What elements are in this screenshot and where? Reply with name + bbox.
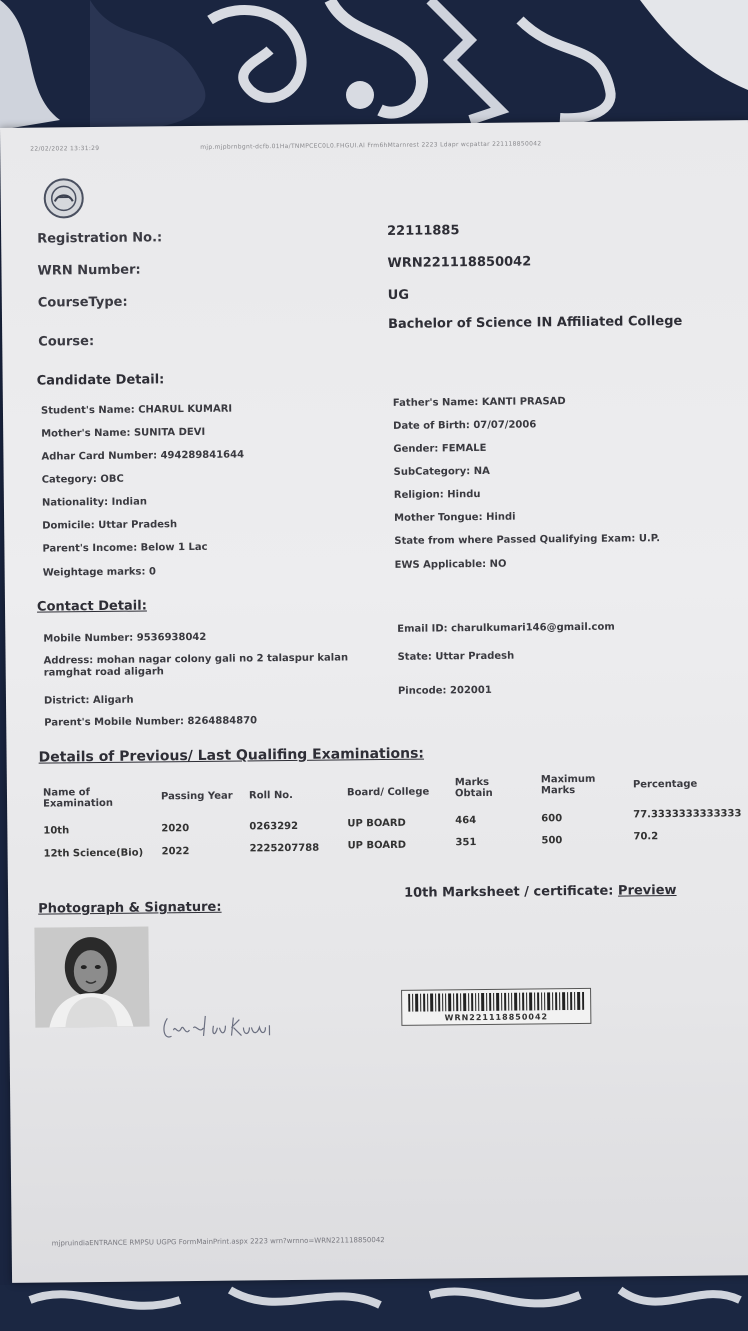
row2-exam-name: 12th Science(Bio) [43,847,144,860]
row1-marks-obtain: 464 [455,815,477,827]
printed-url-header: mjp.mjpbrnbgnt-dcfb.01Ha/TNMPCEC0L0.FHGUI.Al Frm6hMtarnrest 2223 Ldapr wcpattar 221118850042 [200,140,542,151]
row1-max-marks: 600 [541,813,563,825]
candidate-photo [34,926,149,1027]
candidate-detail-heading: Candidate Detail: [36,372,165,389]
candidate-photo-image [34,926,149,1027]
subcategory: SubCategory: NA [393,465,490,478]
row2-max-marks: 500 [541,835,563,847]
course-type-label: CourseType: [37,294,128,311]
row2-passing-year: 2022 [161,846,190,858]
printed-date-header: 22/02/2022 13:31:29 [30,144,100,153]
row1-exam-name: 10th [43,825,70,837]
col-header-percentage: Percentage [632,778,698,791]
gender: Gender: FEMALE [393,442,487,455]
parents-mobile-number: Parent's Mobile Number: 8264884870 [44,715,258,729]
course-value: Bachelor of Science IN Affiliated College [387,313,683,332]
parents-income: Parent's Income: Below 1 Lac [42,541,208,555]
nationality: Nationality: Indian [41,496,147,509]
university-emblem-icon [43,177,85,219]
row2-board: UP BOARD [347,839,407,852]
father-name: Father's Name: KANTI PRASAD [392,396,566,409]
category: Category: OBC [41,473,124,486]
domicile: Domicile: Uttar Pradesh [42,519,178,532]
col-header-passing-year: Passing Year [160,790,233,803]
row1-board: UP BOARD [347,817,406,830]
col-header-board: Board/ College [346,786,430,799]
district: District: Aligarh [43,694,134,707]
row1-percentage: 77.3333333333333 [633,808,742,821]
photo-signature-heading: Photograph & Signature: [38,899,222,917]
state: State: Uttar Pradesh [397,650,515,663]
wrn-number-label: WRN Number: [37,262,141,279]
student-name: Student's Name: CHARUL KUMARI [40,403,233,417]
marksheet-label [404,883,677,901]
registration-no-value: 22111885 [387,223,460,239]
previous-exams-heading: Details of Previous/ Last Qualifing Examinations: [38,745,425,766]
printed-url-footer: mjpruindiaENTRANCE RMPSU UGPG FormMainPrint.aspx 2223 wrn?wrnno=WRN221118850042 [51,1236,385,1248]
weightage-marks: Weightage marks: 0 [42,566,156,579]
marksheet-label-text: 10th Marksheet / certificate: [403,883,614,901]
course-label: Course: [38,334,95,350]
marksheet-preview-link[interactable]: Preview [617,882,677,899]
application-form-page [0,120,748,1283]
pincode: Pincode: 202001 [397,684,492,697]
contact-detail-heading: Contact Detail: [36,598,147,615]
mobile-number: Mobile Number: 9536938042 [43,631,207,645]
row2-marks-obtain: 351 [455,837,477,849]
email-id: Email ID: charulkumari146@gmail.com [397,621,615,635]
mother-name: Mother's Name: SUNITA DEVI [41,426,206,440]
col-header-roll-no: Roll No. [248,789,294,802]
barcode-icon [408,992,584,1012]
registration-no-label: Registration No.: [37,230,163,247]
ews-applicable: EWS Applicable: NO [394,558,507,571]
col-header-exam-name: Name of Examination [42,787,114,810]
date-of-birth: Date of Birth: 07/07/2006 [393,419,537,432]
course-type-value: UG [387,287,410,303]
address: Address: mohan nagar colony gali no 2 talaspur kalan ramghat road aligarh [43,652,349,679]
row2-roll-no: 2225207788 [249,842,320,855]
row1-roll-no: 0263292 [249,820,299,833]
religion: Religion: Hindu [393,488,481,501]
row2-percentage: 70.2 [633,831,659,843]
col-header-max-marks: Maximum Marks [540,773,596,797]
barcode-text: WRN221118850042 [444,1012,549,1023]
candidate-signature [159,1005,289,1046]
qualifying-exam-state: State from where Passed Qualifying Exam: U.P. [394,533,661,547]
row1-passing-year: 2020 [161,823,190,835]
col-header-marks-obtain: Marks Obtain [454,776,493,800]
adhar-number: Adhar Card Number: 494289841644 [41,449,245,463]
mother-tongue: Mother Tongue: Hindi [394,511,516,524]
wrn-barcode [401,988,591,1026]
wrn-number-value: WRN221118850042 [387,254,532,271]
